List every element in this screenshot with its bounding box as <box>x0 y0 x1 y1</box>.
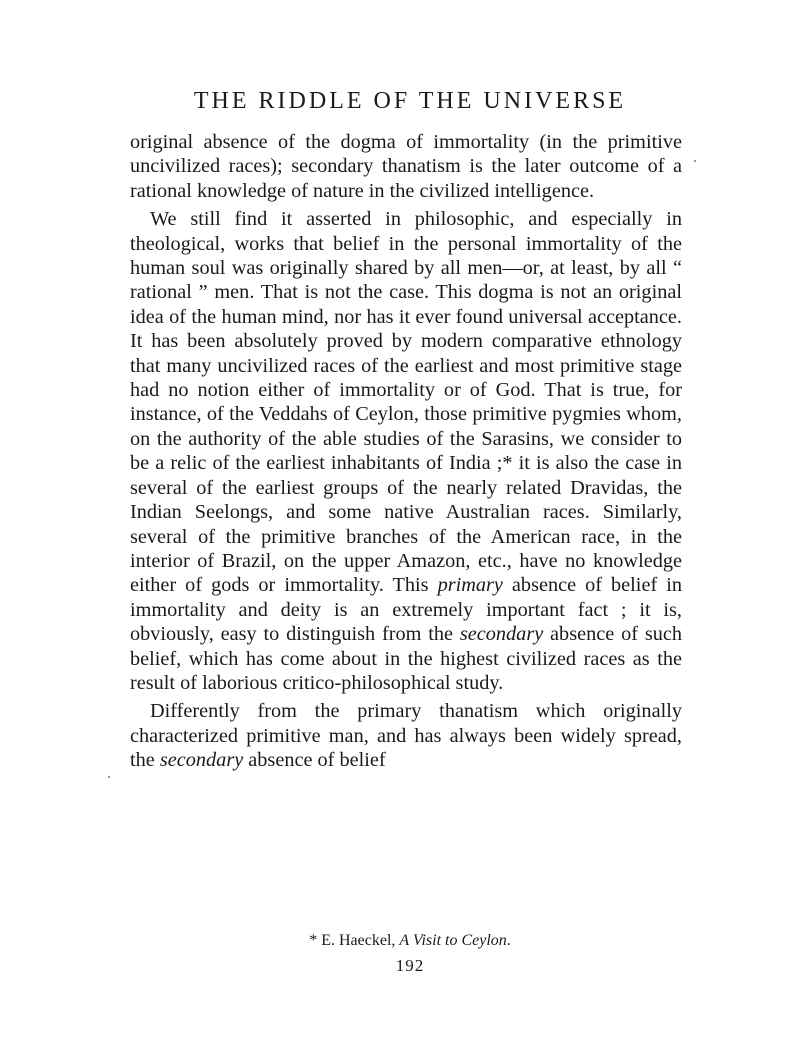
emphasis-secondary-2: secondary <box>159 749 244 772</box>
footnote-suffix: . <box>506 932 511 949</box>
paragraph-2-text-c: absence of such belief, which has come about in the highest civilized races as the result of laborious critico-philosophical study. <box>130 623 682 694</box>
paragraph-3-text-b: absence of belief <box>243 749 386 772</box>
emphasis-primary: primary <box>437 574 503 597</box>
scan-speck <box>694 160 696 162</box>
paragraph-3 <box>130 699 682 772</box>
paragraph-3-text-a: Differently from the primary thanatism which originally characterized primitive man, and has always been widely spread, the <box>130 700 682 772</box>
footnote-title: A Visit to Ceylon <box>399 932 507 949</box>
footnote-prefix: * E. Haeckel, <box>309 932 400 949</box>
page-number: 192 <box>395 956 425 975</box>
scan-speck <box>108 776 110 778</box>
paragraph-1: original absence of the dogma of immortality (in the primitive uncivilized races); secondary thanatism is the later outcome of a rational knowledge of nature in the civilized intelligence. <box>130 131 682 202</box>
emphasis-secondary: secondary <box>459 623 544 646</box>
paragraph-2-text-a: We still find it asserted in philosophic, and especially in theological, works that belief in the personal immortality of the human soul was originally shared by all men—or, at least, by all “ rational ” men. That is not the case. This dogma is not an original idea of the human mind, nor has it ever found universal acceptance. It has been absolutely proved by modern comparative ethnology that many uncivilized races of the earliest and most primitive stage had no notion either of immortality or of God. That is true, for instance, of the Veddahs of Ceylon, those primitive pygmies whom, on the authority of the able studies of the Sarasins, we consider to be a relic of the earliest inhabitants of India ;* it is also the case in several of the earliest groups of the nearly related Dravidas, the Indian Seelongs, and some native Australian races. Similarly, several of the primitive branches of the American race, in the interior of Brazil, on the upper Amazon, etc., have no knowledge either of gods or immortality. This <box>130 208 682 597</box>
page-body <box>130 130 682 773</box>
paragraph-2-text-b: absence of belief in immortality and deity is an extremely important fact ; it is, obviously, easy to distinguish from the <box>130 574 682 646</box>
footnote <box>140 930 680 952</box>
running-title: THE RIDDLE OF THE UNIVERSE <box>193 88 627 114</box>
paragraph-2 <box>130 207 682 695</box>
